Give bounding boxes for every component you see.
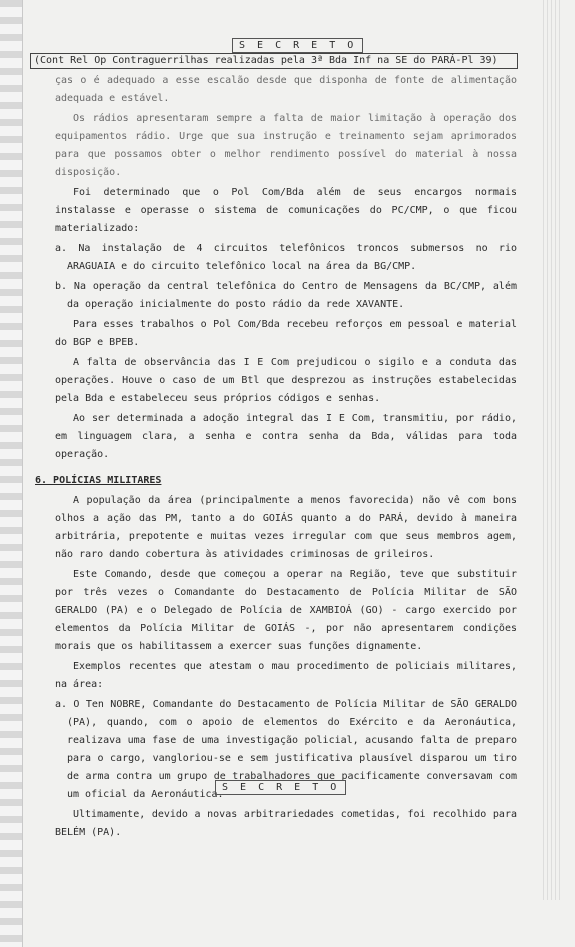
document-header: (Cont Rel Op Contraguerrilhas realizadas pela 3ª Bda Inf na SE do PARÁ-Pl 39) [30, 53, 518, 69]
paragraph: Foi determinado que o Pol Com/Bda além de seus encargos normais instalasse e operasse o sistema de comunicações do PC/CMP, o que ficou materializado: [55, 187, 517, 234]
paragraph: A população da área (principalmente a menos favorecida) não vê com bons olhos a ação das PM, tanto a do GOIÁS quanto a do PARÁ, devido à maneira arbitrária, prepotente e muitas vezes irregular com que seus membros agem, não raro dando cobertura às atividades criminosas de grileiros. [55, 495, 517, 560]
list-item: a. Na instalação de 4 circuitos telefônicos troncos submersos no rio ARAGUAIA e do circuito telefônico local na área da BG/CMP. [55, 243, 517, 272]
binding-holes [0, 0, 23, 947]
paragraph: Ao ser determinada a adoção integral das I E Com, transmitiu, por rádio, em linguagem clara, a senha e contra senha da Bda, válidas para toda operação. [55, 413, 517, 460]
classification-stamp-bottom: S E C R E T O [215, 780, 346, 795]
classification-stamp-top: S E C R E T O [232, 38, 363, 53]
list-item: a. O Ten NOBRE, Comandante do Destacamento de Polícia Militar de SÃO GERALDO (PA), quando, com o apoio de elementos do Exército e da Aeronáutica, realizava uma fase de uma investigação policial, acusando falta de preparo para o cargo, vangloriou-se e sem justificativa plausível disparou um tiro de arma contra um grupo de trabalhadores que pacificamente conversavam com um oficial da Aeronáutica. [55, 699, 517, 800]
paragraph: Para esses trabalhos o Pol Com/Bda recebeu reforços em pessoal e material do BGP e BPEB. [55, 319, 517, 348]
section-heading: 6. POLÍCIAS MILITARES [35, 475, 162, 486]
paragraph: A falta de observância das I E Com prejudicou o sigilo e a conduta das operações. Houve o caso de um Btl que desprezou as instruções estabelecidas pela Bda e estabeleceu seus próprios códigos e senhas. [55, 357, 517, 404]
document-body [35, 72, 517, 844]
list-item: b. Na operação da central telefônica do Centro de Mensagens da BC/CMP, além da operação inicialmente do posto rádio da rede XAVANTE. [55, 281, 517, 310]
paragraph: Este Comando, desde que começou a operar na Região, teve que substituir por três vezes o Comandante do Destacamento de Polícia Militar de SÃO GERALDO (PA) e o Delegado de Polícia de XAMBIOÁ (GO) - cargo exercido por elementos da Polícia Militar de GOIÁS -, por não apresentarem condições morais que os habilitassem a exercer suas funções dignamente. [55, 569, 517, 652]
scan-streak [543, 0, 563, 900]
paragraph: Os rádios apresentaram sempre a falta de maior limitação à operação dos equipamentos rádio. Urge que sua instrução e treinamento sejam aprimorados para que possamos obter o melhor rendimento possível do material à nossa disposição. [55, 113, 517, 178]
paragraph: ças o é adequado a esse escalão desde que disponha de fonte de alimentação adequada e estável. [55, 75, 517, 104]
paragraph: Ultimamente, devido a novas arbitrariedades cometidas, foi recolhido para BELÉM (PA). [55, 809, 517, 838]
paragraph: Exemplos recentes que atestam o mau procedimento de policiais militares, na área: [55, 661, 517, 690]
